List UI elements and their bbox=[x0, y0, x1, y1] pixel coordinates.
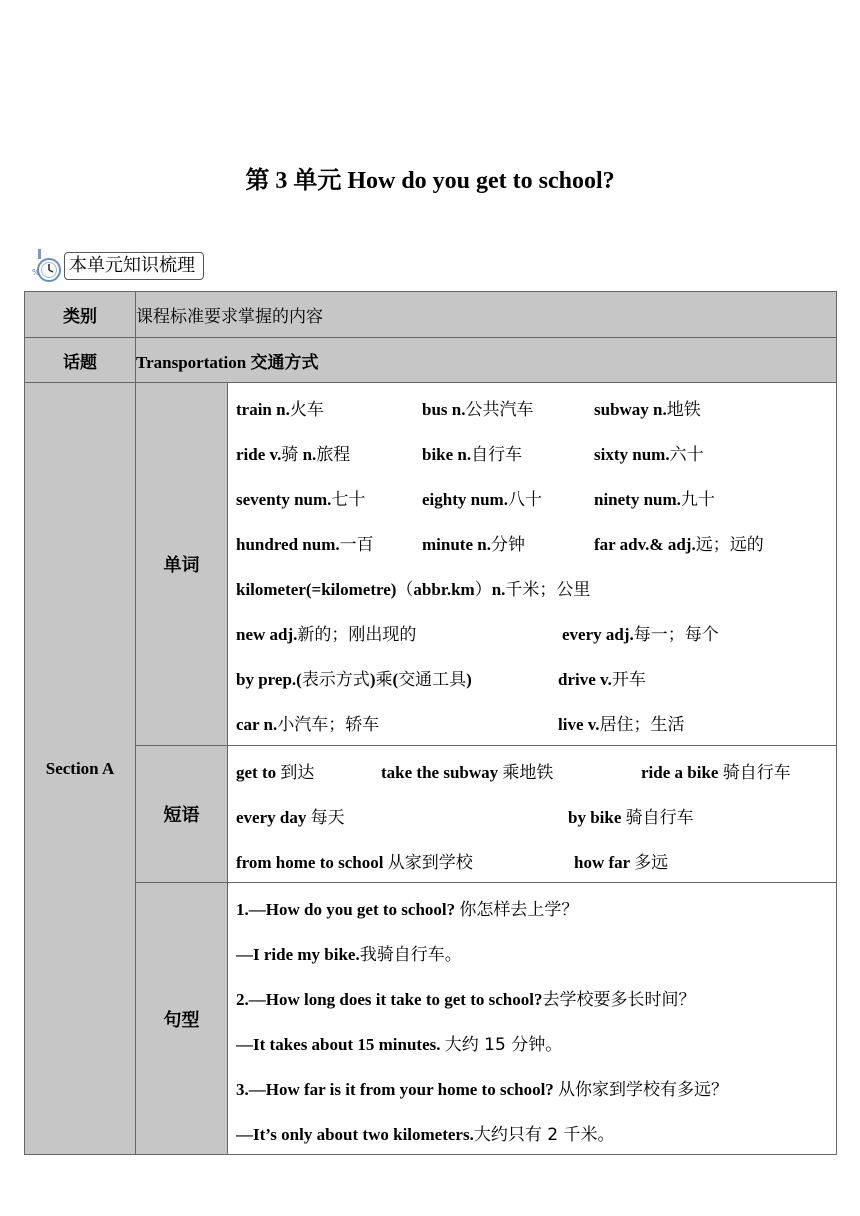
phrases-content bbox=[228, 746, 837, 883]
term bbox=[236, 1030, 562, 1055]
term-chinese: 骑自行车 bbox=[722, 763, 791, 783]
term-english: by bike bbox=[568, 808, 626, 827]
term-chinese: 到达 bbox=[280, 763, 315, 783]
term bbox=[236, 940, 462, 965]
term-english: bike n. bbox=[422, 445, 472, 464]
term-english: every adj. bbox=[562, 625, 634, 644]
term-chinese: 旅程 bbox=[316, 445, 351, 465]
term bbox=[381, 758, 553, 783]
term-chinese: 新的；刚出现的 bbox=[297, 625, 417, 645]
term-chinese: 六十 bbox=[669, 445, 704, 465]
term bbox=[236, 395, 324, 420]
term-english: car n. bbox=[236, 715, 278, 734]
term-chinese: 分钟 bbox=[490, 535, 525, 555]
term-english: new adj. bbox=[236, 625, 298, 644]
term-chinese: 每一；每个 bbox=[633, 625, 719, 645]
term-english: seventy num. bbox=[236, 490, 332, 509]
term-chinese: 火车 bbox=[289, 400, 324, 420]
sentences-label: 句型 bbox=[136, 883, 228, 1155]
term-english: ninety num. bbox=[594, 490, 681, 509]
term-english: minute n. bbox=[422, 535, 491, 554]
term-chinese: 从你家到学校有多远？ bbox=[558, 1080, 729, 1100]
term-english: —It takes about 15 minutes. bbox=[236, 1035, 445, 1054]
term bbox=[236, 530, 374, 555]
term-english: 3.—How far is it from your home to school? bbox=[236, 1080, 559, 1099]
term-english: by prep.( bbox=[236, 670, 302, 689]
term bbox=[236, 710, 379, 735]
header-category: 类别 bbox=[25, 292, 136, 338]
term-chinese: 开车 bbox=[611, 670, 646, 690]
term-chinese: 公共汽车 bbox=[465, 400, 534, 420]
term-chinese: 乘地铁 bbox=[502, 763, 554, 783]
term bbox=[422, 395, 533, 420]
term bbox=[594, 440, 704, 465]
topic-value-text: Transportation 交通方式 bbox=[136, 352, 319, 372]
term bbox=[594, 395, 701, 420]
term bbox=[236, 895, 578, 920]
term-english: drive v. bbox=[558, 670, 612, 689]
term-chinese: 多远 bbox=[634, 853, 669, 873]
term-chinese: （ bbox=[396, 580, 414, 600]
term bbox=[236, 665, 472, 690]
term bbox=[558, 665, 646, 690]
section-badge bbox=[30, 250, 204, 282]
term-chinese: 表示方式 bbox=[301, 670, 370, 690]
term bbox=[422, 530, 525, 555]
term-chinese: 千米；公里 bbox=[505, 580, 591, 600]
term-english: sixty num. bbox=[594, 445, 670, 464]
section-label: Section A bbox=[25, 383, 136, 1155]
term bbox=[594, 485, 715, 510]
svg-text:%: % bbox=[32, 268, 40, 277]
term-english: take the subway bbox=[381, 763, 503, 782]
term-english: eighty num. bbox=[422, 490, 508, 509]
term-chinese: 八十 bbox=[507, 490, 542, 510]
term bbox=[236, 758, 314, 783]
term-english: from home to school bbox=[236, 853, 388, 872]
term-english: bus n. bbox=[422, 400, 466, 419]
vocab-content bbox=[228, 383, 837, 746]
term bbox=[422, 440, 522, 465]
term bbox=[236, 440, 350, 465]
term bbox=[236, 620, 416, 645]
vocab-row bbox=[25, 383, 837, 746]
knowledge-table bbox=[24, 291, 837, 1155]
term bbox=[236, 485, 365, 510]
topic-row bbox=[25, 338, 837, 383]
term-english: subway n. bbox=[594, 400, 667, 419]
term-english: kilometer(=kilometre) bbox=[236, 580, 397, 599]
clock-icon bbox=[30, 249, 66, 283]
term bbox=[422, 485, 542, 510]
term-chinese: 乘 bbox=[375, 670, 393, 690]
term-chinese: 九十 bbox=[680, 490, 715, 510]
term-english: n. bbox=[298, 445, 317, 464]
term-english: abbr.km bbox=[413, 580, 475, 599]
term-english: far adv.& adj. bbox=[594, 535, 696, 554]
term-chinese: 骑 bbox=[281, 445, 299, 465]
term-chinese: 小汽车；轿车 bbox=[277, 715, 380, 735]
term-english: ride v. bbox=[236, 445, 282, 464]
term-english: live v. bbox=[558, 715, 600, 734]
page-title: 第 3 单元 How do you get to school? bbox=[245, 168, 615, 194]
term-english: how far bbox=[574, 853, 635, 872]
term-english: every day bbox=[236, 808, 311, 827]
phrases-label: 短语 bbox=[136, 746, 228, 883]
term-english: ) bbox=[466, 670, 472, 689]
term-chinese: 交通工具 bbox=[398, 670, 467, 690]
term-chinese: 七十 bbox=[331, 490, 366, 510]
term bbox=[594, 530, 764, 555]
topic-label: 话题 bbox=[25, 338, 136, 383]
term-chinese: 我骑自行车。 bbox=[359, 945, 462, 965]
term bbox=[236, 1075, 728, 1100]
term-english: ( bbox=[392, 670, 399, 689]
vocab-label: 单词 bbox=[136, 383, 228, 746]
term-chinese: 你怎样去上学？ bbox=[459, 900, 579, 920]
term bbox=[574, 848, 668, 873]
header-content: 课程标准要求掌握的内容 bbox=[136, 292, 837, 338]
badge-label: 本单元知识梳理 bbox=[64, 252, 204, 280]
term-chinese: 从家到学校 bbox=[387, 853, 473, 873]
term bbox=[236, 848, 473, 873]
term bbox=[236, 1120, 614, 1145]
phrases-row bbox=[25, 746, 837, 883]
term bbox=[236, 803, 345, 828]
sentences-row bbox=[25, 883, 837, 1155]
topic-value bbox=[136, 338, 837, 383]
term-chinese: 大约只有 2 千米。 bbox=[473, 1125, 615, 1145]
term-chinese: 自行车 bbox=[471, 445, 523, 465]
term-chinese: 去学校要多长时间？ bbox=[542, 990, 696, 1010]
term-chinese: 每天 bbox=[310, 808, 345, 828]
term-english: 2.—How long does it take to get to school? bbox=[236, 990, 543, 1009]
term-english: hundred num. bbox=[236, 535, 340, 554]
term-chinese: 居住；生活 bbox=[599, 715, 685, 735]
term-english: —I ride my bike. bbox=[236, 945, 360, 964]
term-chinese: 大约 15 分钟。 bbox=[444, 1035, 563, 1055]
term-chinese: 地铁 bbox=[666, 400, 701, 420]
table-header-row bbox=[25, 292, 837, 338]
term-english: ride a bike bbox=[641, 763, 723, 782]
term-english: n. bbox=[491, 580, 506, 599]
term bbox=[562, 620, 719, 645]
term bbox=[558, 710, 685, 735]
term-english: 1.—How do you get to school? bbox=[236, 900, 460, 919]
term-chinese: ） bbox=[474, 580, 492, 600]
term-chinese: 骑自行车 bbox=[625, 808, 694, 828]
term-english: ) bbox=[369, 670, 376, 689]
sentences-content bbox=[228, 883, 837, 1155]
term-chinese: 一百 bbox=[339, 535, 374, 555]
term bbox=[568, 803, 694, 828]
term-english: —It’s only about two kilometers. bbox=[236, 1125, 474, 1144]
term-chinese: 远；远的 bbox=[695, 535, 764, 555]
term bbox=[236, 575, 590, 600]
term bbox=[641, 758, 791, 783]
term bbox=[236, 985, 695, 1010]
term-english: train n. bbox=[236, 400, 290, 419]
term-english: get to bbox=[236, 763, 281, 782]
